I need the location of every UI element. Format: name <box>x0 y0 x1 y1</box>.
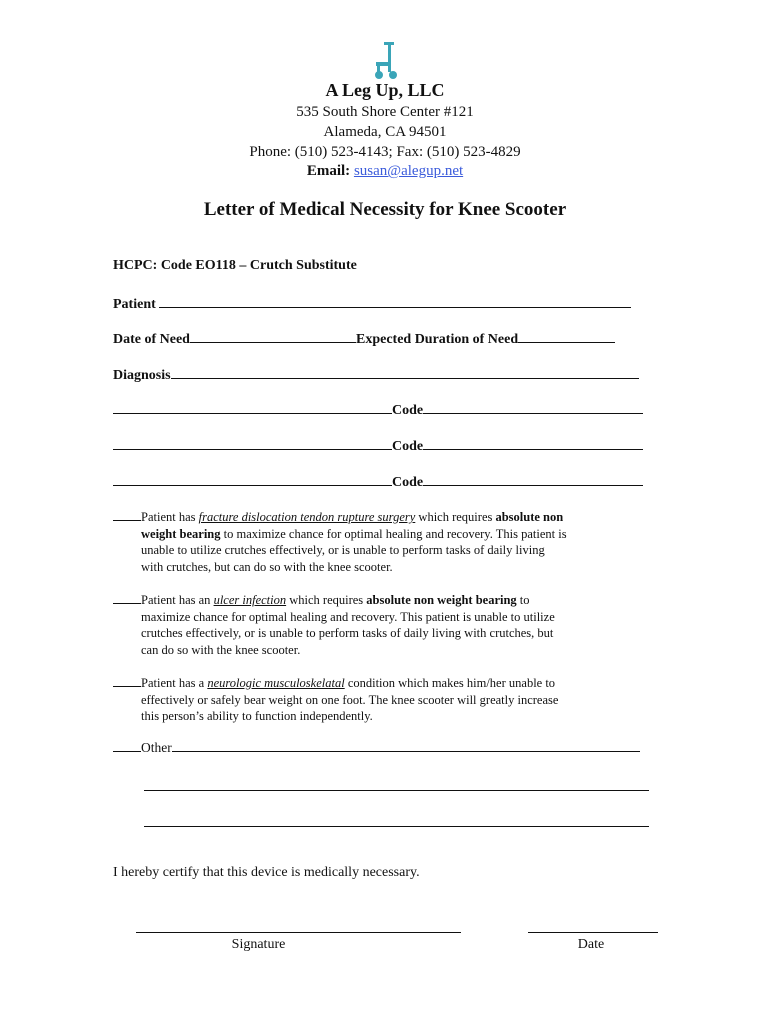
option-text: this person’s ability to function independently. <box>141 709 373 723</box>
option-fracture <box>113 509 633 575</box>
signature-field[interactable] <box>136 932 461 933</box>
email-row <box>0 163 770 180</box>
option-text: to <box>516 593 530 607</box>
code-row <box>113 472 643 491</box>
option-text: Patient has an <box>141 593 214 607</box>
code-label: Code <box>392 475 424 490</box>
diagnosis-field[interactable] <box>113 400 392 414</box>
address-line-2: Alameda, CA 94501 <box>323 124 447 140</box>
option-text: Patient has <box>141 510 199 524</box>
patient-field[interactable] <box>159 294 631 308</box>
diagnosis-field[interactable] <box>171 365 639 379</box>
option-text: can do so with the knee scooter. <box>141 642 301 657</box>
option-text: which requires <box>415 510 496 524</box>
diagnosis-field[interactable] <box>113 436 392 450</box>
option-ulcer <box>113 592 633 658</box>
diagnosis-row <box>113 365 639 384</box>
option-other <box>113 740 640 756</box>
other-field-line-2[interactable] <box>144 790 649 791</box>
option-text: to maximize chance for optimal healing and recovery. This patient is <box>220 526 567 541</box>
option-checkbox[interactable] <box>113 675 141 687</box>
date-label: Date <box>577 937 605 952</box>
code-row <box>113 436 643 455</box>
knee-scooter-logo-icon <box>369 40 403 82</box>
option-text: which requires <box>286 593 367 607</box>
option-text: maximize chance for optimal healing and recovery. This patient is unable to utilize <box>141 609 555 624</box>
certification-statement: I hereby certify that this device is medically necessary. <box>113 865 420 880</box>
option-term: ulcer infection <box>213 593 287 607</box>
company-name: A Leg Up, LLC <box>325 80 445 100</box>
code-field[interactable] <box>423 472 643 486</box>
code-field[interactable] <box>423 400 643 414</box>
date-duration-row <box>113 329 615 348</box>
option-bold: weight bearing <box>141 526 221 541</box>
email-link[interactable]: susan@alegup.net <box>353 163 464 179</box>
option-checkbox[interactable] <box>113 509 141 521</box>
address-line-1: 535 South Shore Center #121 <box>296 104 474 120</box>
hcpc-code: HCPC: Code EO118 – Crutch Substitute <box>113 258 357 273</box>
option-text: unable to utilize crutches effectively, or is unable to perform tasks of daily living <box>141 543 545 557</box>
option-bold: absolute non weight bearing <box>366 593 517 607</box>
other-label: Other <box>141 740 172 755</box>
date-field[interactable] <box>528 932 658 933</box>
diagnosis-field[interactable] <box>113 472 392 486</box>
option-neurologic <box>113 675 633 725</box>
document-title: Letter of Medical Necessity for Knee Scooter <box>203 199 567 220</box>
option-checkbox[interactable] <box>113 740 141 752</box>
option-text: condition which makes him/her unable to <box>344 676 556 690</box>
patient-row <box>113 294 631 313</box>
option-checkbox[interactable] <box>113 592 141 604</box>
patient-label: Patient <box>113 297 156 312</box>
date-of-need-field[interactable] <box>190 329 356 343</box>
date-of-need-label: Date of Need <box>113 332 190 347</box>
expected-duration-field[interactable] <box>518 329 615 343</box>
option-term: fracture dislocation tendon rupture surgery <box>198 510 416 524</box>
phone-fax: Phone: (510) 523-4143; Fax: (510) 523-4829 <box>249 144 521 160</box>
option-bold: absolute non <box>495 510 564 524</box>
diagnosis-label: Diagnosis <box>113 368 171 383</box>
email-label: Email: <box>306 163 351 179</box>
option-term: neurologic musculoskelatal <box>207 676 345 690</box>
other-field-line-3[interactable] <box>144 826 649 827</box>
code-label: Code <box>392 403 424 418</box>
code-label: Code <box>392 439 424 454</box>
code-row <box>113 400 643 419</box>
option-text: crutches effectively, or is unable to perform tasks of daily living with crutches, but <box>141 626 554 640</box>
option-text: effectively or safely bear weight on one foot. The knee scooter will greatly increase <box>141 692 559 707</box>
code-field[interactable] <box>423 436 643 450</box>
other-field[interactable] <box>172 740 640 752</box>
signature-label: Signature <box>231 937 286 952</box>
option-text: with crutches, but can do so with the knee scooter. <box>141 559 393 574</box>
expected-duration-label: Expected Duration of Need <box>355 332 519 347</box>
option-text: Patient has a <box>141 676 208 690</box>
